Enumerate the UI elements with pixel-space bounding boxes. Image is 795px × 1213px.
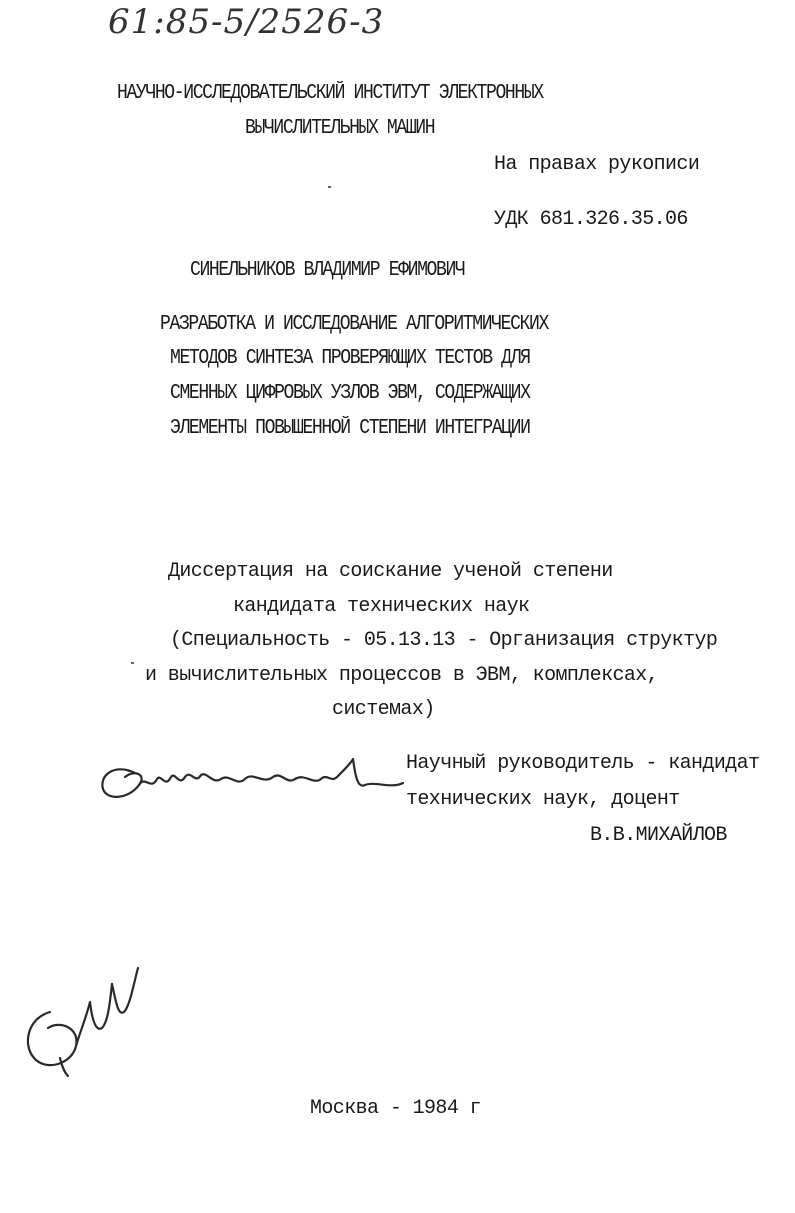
archive-mark: 61:85-5/2526-3 [108, 2, 385, 42]
manuscript-rights: На правах рукописи [494, 153, 700, 176]
dissertation-line-1: Диссертация на соискание ученой степени [168, 560, 613, 583]
title-line-4: ЭЛЕМЕНТЫ ПОВЫШЕННОЙ СТЕПЕНИ ИНТЕГРАЦИИ [170, 417, 530, 440]
title-line-1: РАЗРАБОТКА И ИССЛЕДОВАНИЕ АЛГОРИТМИЧЕСКИХ [160, 313, 548, 336]
approval-signature [20, 962, 150, 1082]
title-line-2: МЕТОДОВ СИНТЕЗА ПРОВЕРЯЮЩИХ ТЕСТОВ ДЛЯ [170, 347, 530, 370]
supervisor-line-1: Научный руководитель - кандидат [406, 752, 760, 775]
udc-code: УДК 681.326.35.06 [494, 208, 688, 231]
dissertation-line-2: кандидата технических наук [233, 595, 530, 618]
supervisor-line-2: технических наук, доцент [406, 788, 680, 811]
author-name: СИНЕЛЬНИКОВ ВЛАДИМИР ЕФИМОВИЧ [190, 259, 465, 282]
paper-speck [328, 186, 331, 188]
dissertation-line-4: и вычислительных процессов в ЭВМ, комплексах, [145, 664, 659, 687]
author-signature [95, 755, 405, 815]
dissertation-line-5: системах) [332, 698, 435, 721]
dissertation-line-3: (Специальность - 05.13.13 - Организация структур [170, 629, 718, 652]
title-line-3: СМЕННЫХ ЦИФРОВЫХ УЗЛОВ ЭВМ, СОДЕРЖАЩИХ [170, 382, 530, 405]
place-and-year: Москва - 1984 г [310, 1097, 482, 1120]
institution-line-1: НАУЧНО-ИССЛЕДОВАТЕЛЬСКИЙ ИНСТИТУТ ЭЛЕКТРОННЫХ [117, 82, 543, 105]
institution-line-2: ВЫЧИСЛИТЕЛЬНЫХ МАШИН [245, 117, 435, 140]
paper-speck [131, 662, 134, 664]
supervisor-name: В.В.МИХАЙЛОВ [590, 824, 727, 847]
